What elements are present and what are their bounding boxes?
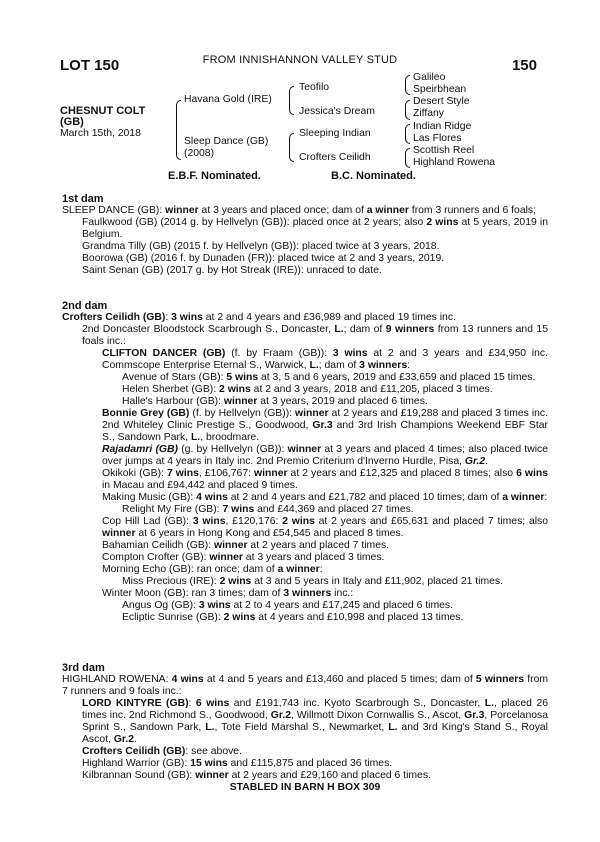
ebf-nomination: E.B.F. Nominated.: [168, 170, 261, 182]
produce-saint-senan: Saint Senan (GB) (2017 g. by Hot Streak (IRE)): unraced to date.: [82, 265, 382, 276]
morning-echo: Morning Echo (GB): ran once; dam of a winner:: [102, 564, 323, 575]
pedigree-brace-ggp3: [405, 124, 410, 144]
second-dam-summary: Crofters Ceilidh (GB): 3 wins at 2 and 4 years and £36,989 and placed 19 times inc.: [62, 312, 456, 323]
highland-warrior: Highland Warrior (GB): 15 wins and £115,875 and placed 36 times.: [82, 758, 393, 769]
ggp-5: Indian Ridge: [413, 121, 472, 132]
making-music: Making Music (GB): 4 wins at 2 and 4 years and £21,782 and placed 10 times; dam of a winner:: [102, 492, 548, 503]
bonnie-grey: Bonnie Grey (GB) (f. by Hellvelyn (GB)): winner at 2 years and £19,288 and placed 3 times inc. 2nd Whiteley Clinic Prestige S., Goodwood, Gr.3 and 3rd Irish Champions Weekend EBF Star S., Sandown Park, L., broodmare.: [102, 408, 548, 443]
sire-dam: Jessica's Dream: [299, 106, 375, 117]
pedigree-brace-ggp4: [405, 148, 410, 168]
miss-precious: Miss Precious (IRE): 2 wins at 3 and 5 years in Italy and £11,902, placed 21 times.: [122, 576, 503, 587]
lot-label: LOT 150: [60, 57, 120, 74]
pedigree-brace-ggp1: [405, 75, 410, 95]
sire: Havana Gold (IRE): [184, 94, 272, 105]
lot-number: 150: [511, 57, 537, 74]
stabling-info: STABLED IN BARN H BOX 309: [229, 782, 381, 793]
crofters-ceilidh-ref: Crofters Ceilidh (GB): see above.: [82, 746, 242, 757]
first-dam-heading: 1st dam: [62, 193, 104, 205]
rajadamri: Rajadamri (GB) (g. by Hellvelyn (GB)): winner at 3 years and placed 4 times; also placed twice over jumps at 4 years in Italy inc. 2nd Premio Criterium d'Inverno Hurdle, Pisa, Gr.2.: [102, 444, 548, 467]
cop-hill-lad: Cop Hill Lad (GB): 3 wins, £120,176: 2 wins at 2 years and £65,631 and placed 7 times; also winner at 6 years in Hong Kong and £54,545 and placed 8 times.: [102, 516, 549, 539]
ggp-1: Galileo: [413, 72, 446, 83]
kilbrannan-sound: Kilbrannan Sound (GB): winner at 2 years and £29,160 and placed 6 times.: [82, 770, 431, 781]
halles-harbour: Halle's Harbour (GB): winner at 3 years, 2019 and placed 6 times.: [122, 396, 428, 407]
second-dam-heading: 2nd dam: [62, 300, 108, 312]
third-dam-section: [62, 662, 548, 794]
produce-faulkwood: Faulkwood (GB) (2014 g. by Hellvelyn (GB)): placed once at 2 years; also 2 wins at 5 years, 2019 in Belgium.: [82, 217, 548, 240]
dam-sire: Sleeping Indian: [299, 128, 371, 139]
dam-summary: SLEEP DANCE (GB): winner at 3 years and placed once; dam of a winner from 3 runners and 6 foals;: [62, 205, 536, 216]
pedigree-brace-dam: [289, 133, 294, 162]
pedigree-brace-sire: [289, 86, 294, 115]
ggp-7: Scottish Reel: [413, 145, 475, 156]
bc-nomination: B.C. Nominated.: [331, 170, 416, 182]
avenue-of-stars: Avenue of Stars (GB): 5 wins at 3, 5 and 6 years, 2019 and £33,659 and placed 15 times.: [122, 372, 536, 383]
okikoki: Okikoki (GB): 7 wins, £106,767: winner at 2 years and £12,325 and placed 8 times; also 6 wins in Macau and £94,442 and placed 9 times.: [102, 468, 548, 491]
bahamian-ceilidh: Bahamian Ceilidh (GB): winner at 2 years and placed 7 times.: [102, 540, 390, 551]
sire-sire: Teofilo: [299, 82, 330, 93]
vendor-name: FROM INNISHANNON VALLEY STUD: [202, 54, 398, 66]
ggp-4: Ziffany: [413, 108, 444, 119]
horse-name: [60, 106, 145, 128]
dam-year: (2008): [184, 148, 215, 159]
horse-name-line1: CHESNUT COLT: [60, 105, 146, 117]
second-dam-summary-cont: 2nd Doncaster Bloodstock Scarbrough S., Doncaster, L.; dam of 9 winners from 13 runners and 15 foals inc.:: [82, 324, 548, 347]
first-dam-section: [62, 193, 548, 277]
third-dam-summary: HIGHLAND ROWENA: 4 wins at 4 and 5 years and £13,460 and placed 5 times; dam of 5 winners from 7 runners and 9 foals inc.:: [62, 674, 549, 697]
third-dam-heading: 3rd dam: [62, 662, 105, 674]
ecliptic-sunrise: Ecliptic Sunrise (GB): 2 wins at 4 years and £10,998 and placed 13 times.: [122, 612, 464, 623]
pedigree-brace-ggp2: [405, 100, 410, 120]
ggp-3: Desert Style: [413, 96, 470, 107]
ggp-6: Las Flores: [413, 133, 462, 144]
ggp-2: Speirbhean: [413, 84, 467, 95]
second-dam-section: [62, 300, 548, 624]
lord-kintyre: LORD KINTYRE (GB): 6 wins and £191,743 inc. Kyoto Scarbrough S., Doncaster, L., placed 26 times inc. 2nd Richmond S., Goodwood, Gr.2, Willmott Dixon Cornwallis S., Ascot, Gr.3, Porcelanosa Sprint S., Sandown Park, L., Tote Field Marshal S., Newmarket, L. and 3rd King's Stand S., Royal Ascot, Gr.2.: [82, 698, 549, 745]
angus-og: Angus Og (GB): 3 wins at 2 to 4 years and £17,245 and placed 6 times.: [122, 600, 453, 611]
ggp-8: Highland Rowena: [413, 157, 496, 168]
relight-my-fire: Relight My Fire (GB): 7 wins and £44,369 and placed 27 times.: [122, 504, 414, 515]
produce-boorowa: Boorowa (GB) (2016 f. by Dunaden (FR)): placed twice at 2 and 3 years, 2019.: [82, 253, 445, 264]
winter-moon: Winter Moon (GB): ran 3 times; dam of 3 winners inc.:: [102, 588, 354, 599]
produce-grandma-tilly: Grandma Tilly (GB) (2015 f. by Hellvelyn (GB)): placed twice at 3 years, 2018.: [82, 241, 440, 252]
pedigree-brace-main: [176, 100, 181, 160]
clifton-dancer: CLIFTON DANCER (GB) (f. by Fraam (GB)): 3 wins at 2 and 3 years and £34,950 inc. Commscope Enterprise Eternal S., Warwick, L.; dam of 3 winners:: [102, 348, 548, 371]
dam: Sleep Dance (GB): [184, 136, 269, 147]
dam-dam: Crofters Ceilidh: [299, 152, 371, 163]
compton-crofter: Compton Crofter (GB): winner at 3 years and placed 3 times.: [102, 552, 385, 563]
helen-sherbet: Helen Sherbet (GB): 2 wins at 2 and 3 years, 2018 and £11,205, placed 3 times.: [122, 384, 493, 395]
date-of-birth: March 15th, 2018: [60, 128, 141, 139]
horse-name-line2: (GB): [60, 116, 84, 128]
